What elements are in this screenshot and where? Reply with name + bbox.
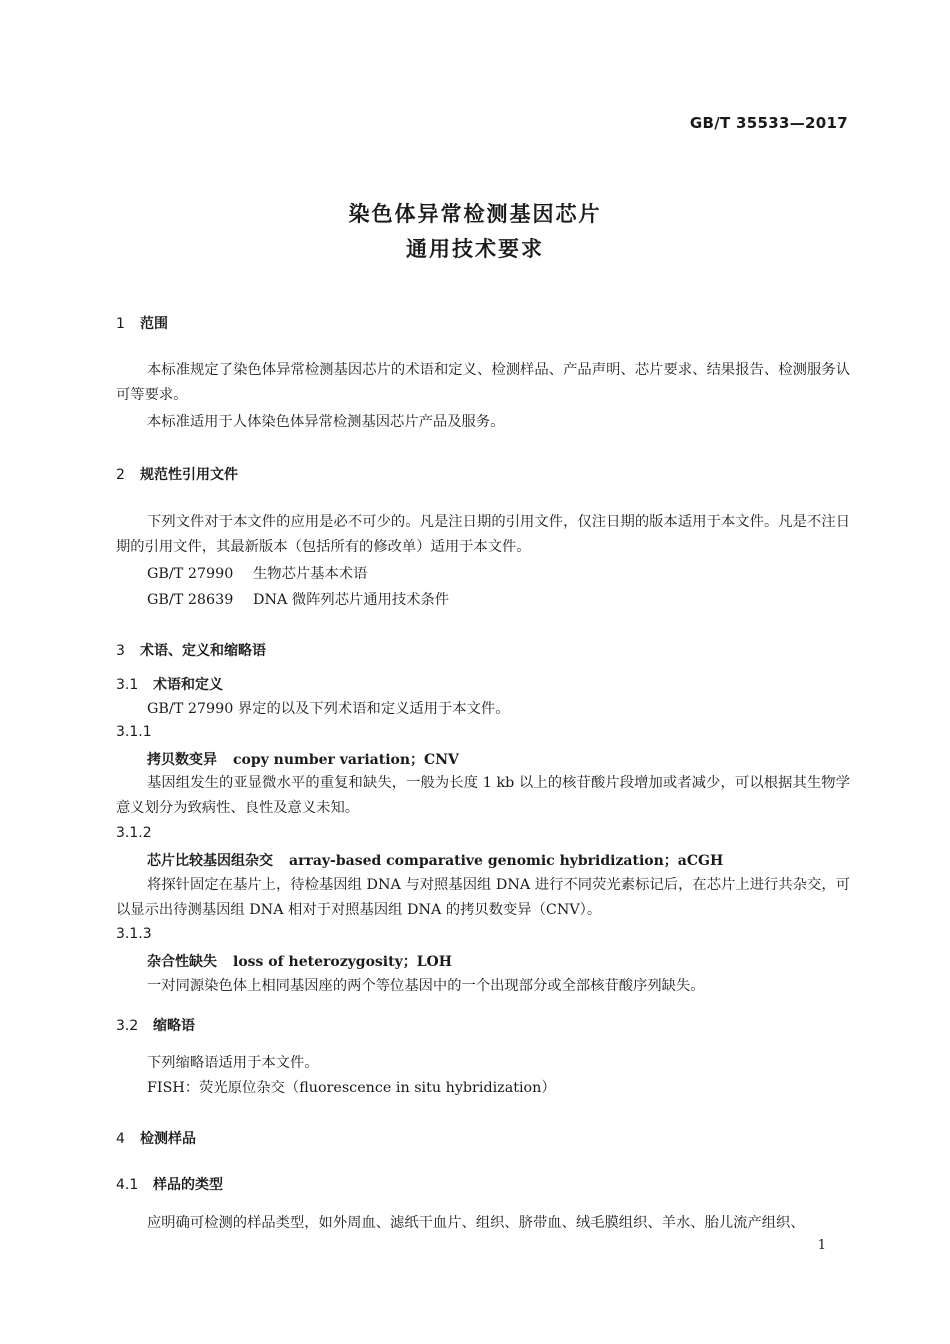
section-title: 规范性引用文件 bbox=[140, 467, 238, 483]
section-2-heading bbox=[116, 464, 238, 484]
section-title: 术语和定义 bbox=[153, 677, 223, 693]
section-title: 范围 bbox=[140, 316, 168, 332]
normative-reference bbox=[147, 563, 367, 583]
section-number: 3 bbox=[116, 643, 125, 659]
term-entry bbox=[147, 951, 452, 971]
abbreviation-item: FISH：荧光原位杂交（fluorescence in situ hybridization） bbox=[147, 1080, 556, 1096]
document-title-line2: 通用技术要求 bbox=[406, 237, 544, 261]
reference-code: GB/T 27990 bbox=[147, 566, 234, 582]
section-1-paragraph-2: 本标准适用于人体染色体异常检测基因芯片产品及服务。 bbox=[147, 414, 505, 430]
term-number: 3.1.2 bbox=[116, 825, 152, 841]
term-chinese: 芯片比较基因组杂交 bbox=[147, 853, 273, 869]
reference-title: DNA 微阵列芯片通用技术条件 bbox=[253, 592, 450, 608]
section-1-heading bbox=[116, 313, 168, 333]
section-title: 缩略语 bbox=[153, 1018, 195, 1034]
section-number: 1 bbox=[116, 316, 125, 332]
document-title-line1: 染色体异常检测基因芯片 bbox=[348, 202, 602, 226]
section-title: 检测样品 bbox=[140, 1131, 196, 1147]
section-2-paragraph-1: 下列文件对于本文件的应用是必不可少的。凡是注日期的引用文件，仅注日期的版本适用于本文件。凡是不注日期的引用文件，其最新版本（包括所有的修改单）适用于本文件。 bbox=[116, 514, 850, 555]
section-number: 2 bbox=[116, 467, 125, 483]
term-definition: 一对同源染色体上相同基因座的两个等位基因中的一个出现部分或全部核苷酸序列缺失。 bbox=[147, 978, 705, 994]
term-definition: 基因组发生的亚显微水平的重复和缺失，一般为长度 1 kb 以上的核苷酸片段增加或者减少，可以根据其生物学意义划分为致病性、良性及意义未知。 bbox=[116, 775, 850, 816]
reference-code: GB/T 28639 bbox=[147, 592, 234, 608]
term-number: 3.1.1 bbox=[116, 724, 152, 740]
term-chinese: 拷贝数变异 bbox=[147, 752, 217, 768]
section-3-2-intro: 下列缩略语适用于本文件。 bbox=[147, 1055, 319, 1071]
section-4-heading bbox=[116, 1128, 196, 1148]
term-number: 3.1.3 bbox=[116, 926, 152, 942]
section-title: 样品的类型 bbox=[153, 1177, 223, 1193]
page-number: 1 bbox=[817, 1238, 826, 1253]
term-entry bbox=[147, 850, 723, 870]
term-english: array-based comparative genomic hybridization；aCGH bbox=[289, 853, 724, 869]
section-number: 3.1 bbox=[116, 677, 139, 693]
standard-code: GB/T 35533—2017 bbox=[689, 114, 848, 132]
section-3-2-heading bbox=[116, 1015, 195, 1035]
section-3-heading bbox=[116, 640, 266, 660]
section-3-1-intro: GB/T 27990 界定的以及下列术语和定义适用于本文件。 bbox=[147, 701, 510, 717]
normative-reference bbox=[147, 589, 449, 609]
term-english: loss of heterozygosity；LOH bbox=[233, 954, 452, 970]
section-4-1-paragraph-1: 应明确可检测的样品类型，如外周血、滤纸干血片、组织、脐带血、绒毛膜组织、羊水、胎儿流产组织、 bbox=[147, 1215, 805, 1231]
section-4-1-heading bbox=[116, 1174, 223, 1194]
term-entry bbox=[147, 749, 459, 769]
section-1-paragraph-1: 本标准规定了染色体异常检测基因芯片的术语和定义、检测样品、产品声明、芯片要求、结果报告、检测服务认可等要求。 bbox=[116, 362, 850, 403]
term-chinese: 杂合性缺失 bbox=[147, 954, 217, 970]
section-number: 4 bbox=[116, 1131, 125, 1147]
section-number: 3.2 bbox=[116, 1018, 139, 1034]
term-english: copy number variation；CNV bbox=[233, 752, 459, 768]
reference-title: 生物芯片基本术语 bbox=[253, 566, 368, 582]
term-definition: 将探针固定在基片上，待检基因组 DNA 与对照基因组 DNA 进行不同荧光素标记后，在芯片上进行共杂交，可以显示出待测基因组 DNA 相对于对照基因组 DNA 的拷贝数变异（CNV）。 bbox=[116, 877, 850, 918]
section-3-1-heading bbox=[116, 674, 223, 694]
section-number: 4.1 bbox=[116, 1177, 139, 1193]
section-title: 术语、定义和缩略语 bbox=[140, 643, 266, 659]
